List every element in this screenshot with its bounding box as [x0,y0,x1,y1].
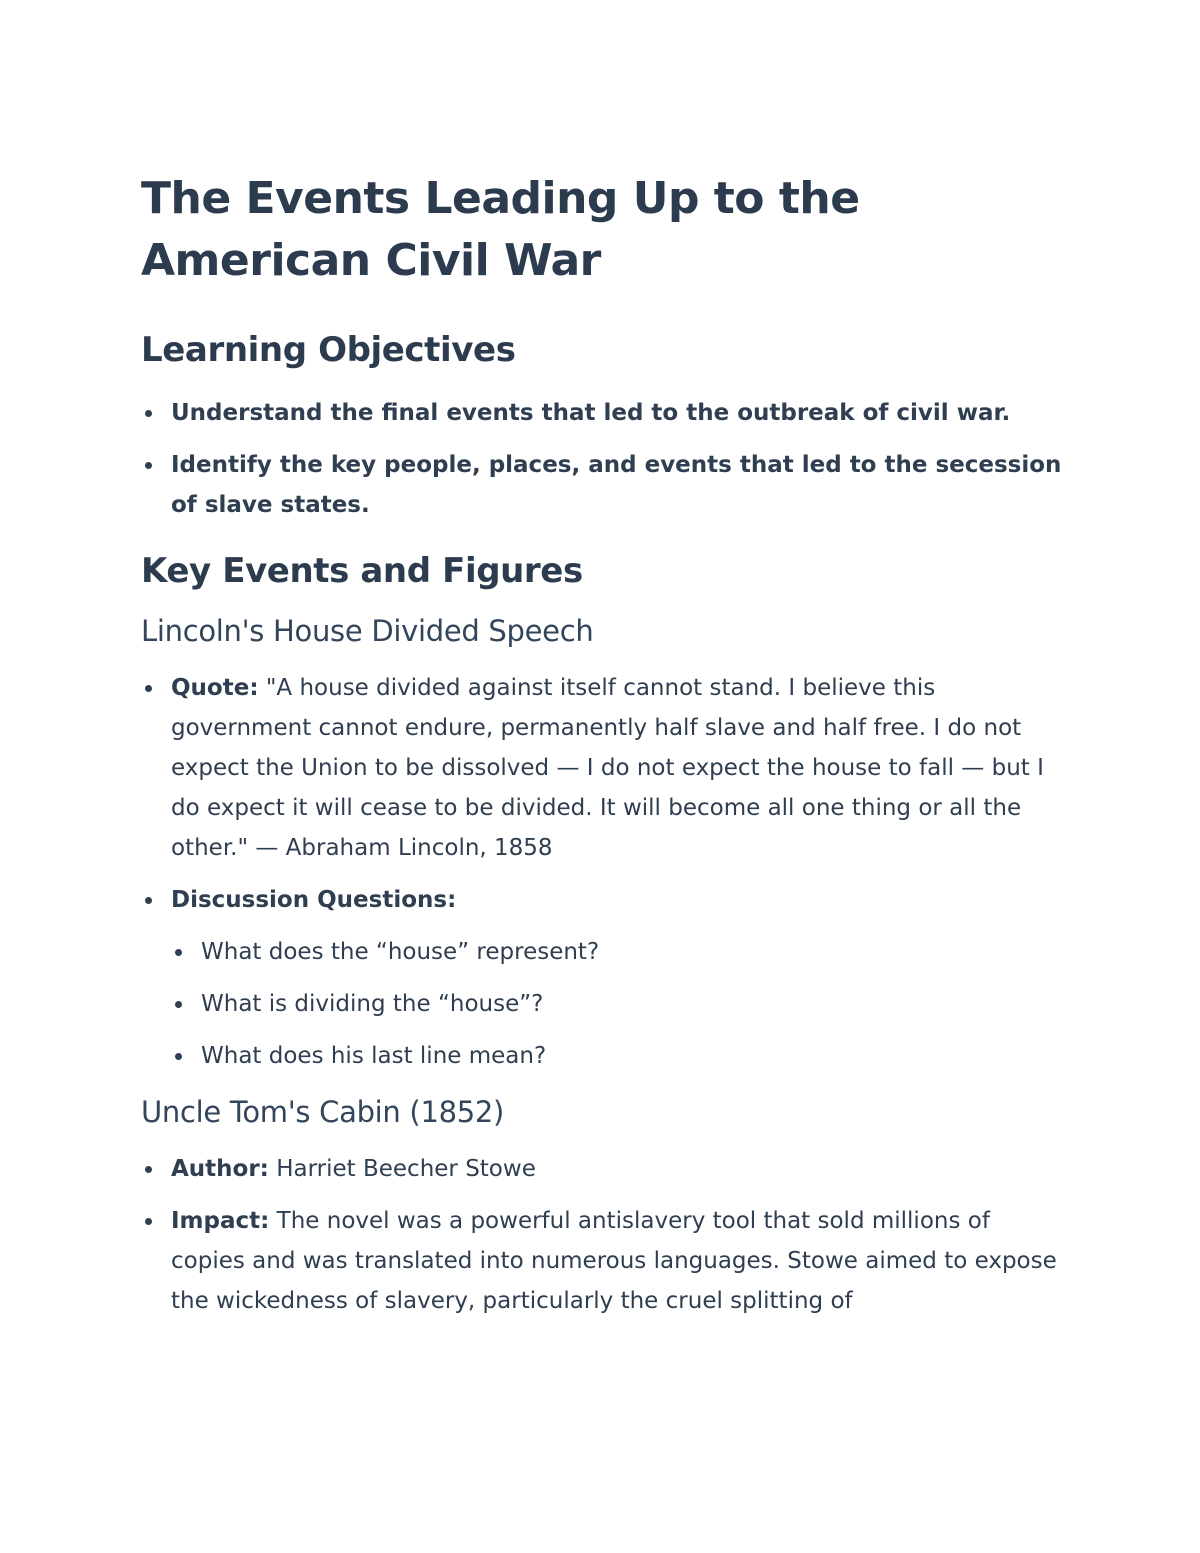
key-events-heading: Key Events and Figures [141,551,583,591]
impact-item [141,1201,1071,1321]
quote-item [141,668,1071,868]
author-item [141,1149,1071,1189]
quote-label: Quote: [171,675,259,701]
list-item: Identify the key people, places, and events that led to the secession of slave states. [141,445,1071,525]
learning-objectives-list [141,393,1071,525]
list-item: What does the “house” represent? [171,932,1071,972]
author-value: Harriet Beecher Stowe [276,1156,536,1182]
impact-text: The novel was a powerful antislavery tool that sold millions of copies and was translated into numerous languages. Stowe aimed to expose the wickedness of slavery, particularly the cruel splitting of [171,1208,1057,1314]
page-title: The Events Leading Up to the American Civil War [141,173,860,286]
list-item: What is dividing the “house”? [171,984,1071,1024]
discussion-label: Discussion Questions: [171,887,457,913]
discussion-item [141,880,1071,1076]
document-page [141,168,1071,1333]
list-item: Understand the final events that led to the outbreak of civil war. [141,393,1071,433]
discussion-questions-list [171,932,1071,1076]
uncle-tom-list [141,1149,1071,1321]
author-label: Author: [171,1156,269,1182]
quote-text: "A house divided against itself cannot stand. I believe this government cannot endure, permanently half slave and half free. I do not expect the Union to be dissolved — I do not expect the house to fall — but I do expect it will cease to be divided. It will become all one thing or all the other." — Abraham Lincoln, 1858 [171,675,1044,861]
learning-objectives-heading: Learning Objectives [141,330,516,370]
house-divided-list [141,668,1071,1076]
impact-label: Impact: [171,1208,270,1234]
house-divided-heading: Lincoln's House Divided Speech [141,614,594,648]
uncle-tom-heading: Uncle Tom's Cabin (1852) [141,1095,505,1129]
list-item: What does his last line mean? [171,1036,1071,1076]
